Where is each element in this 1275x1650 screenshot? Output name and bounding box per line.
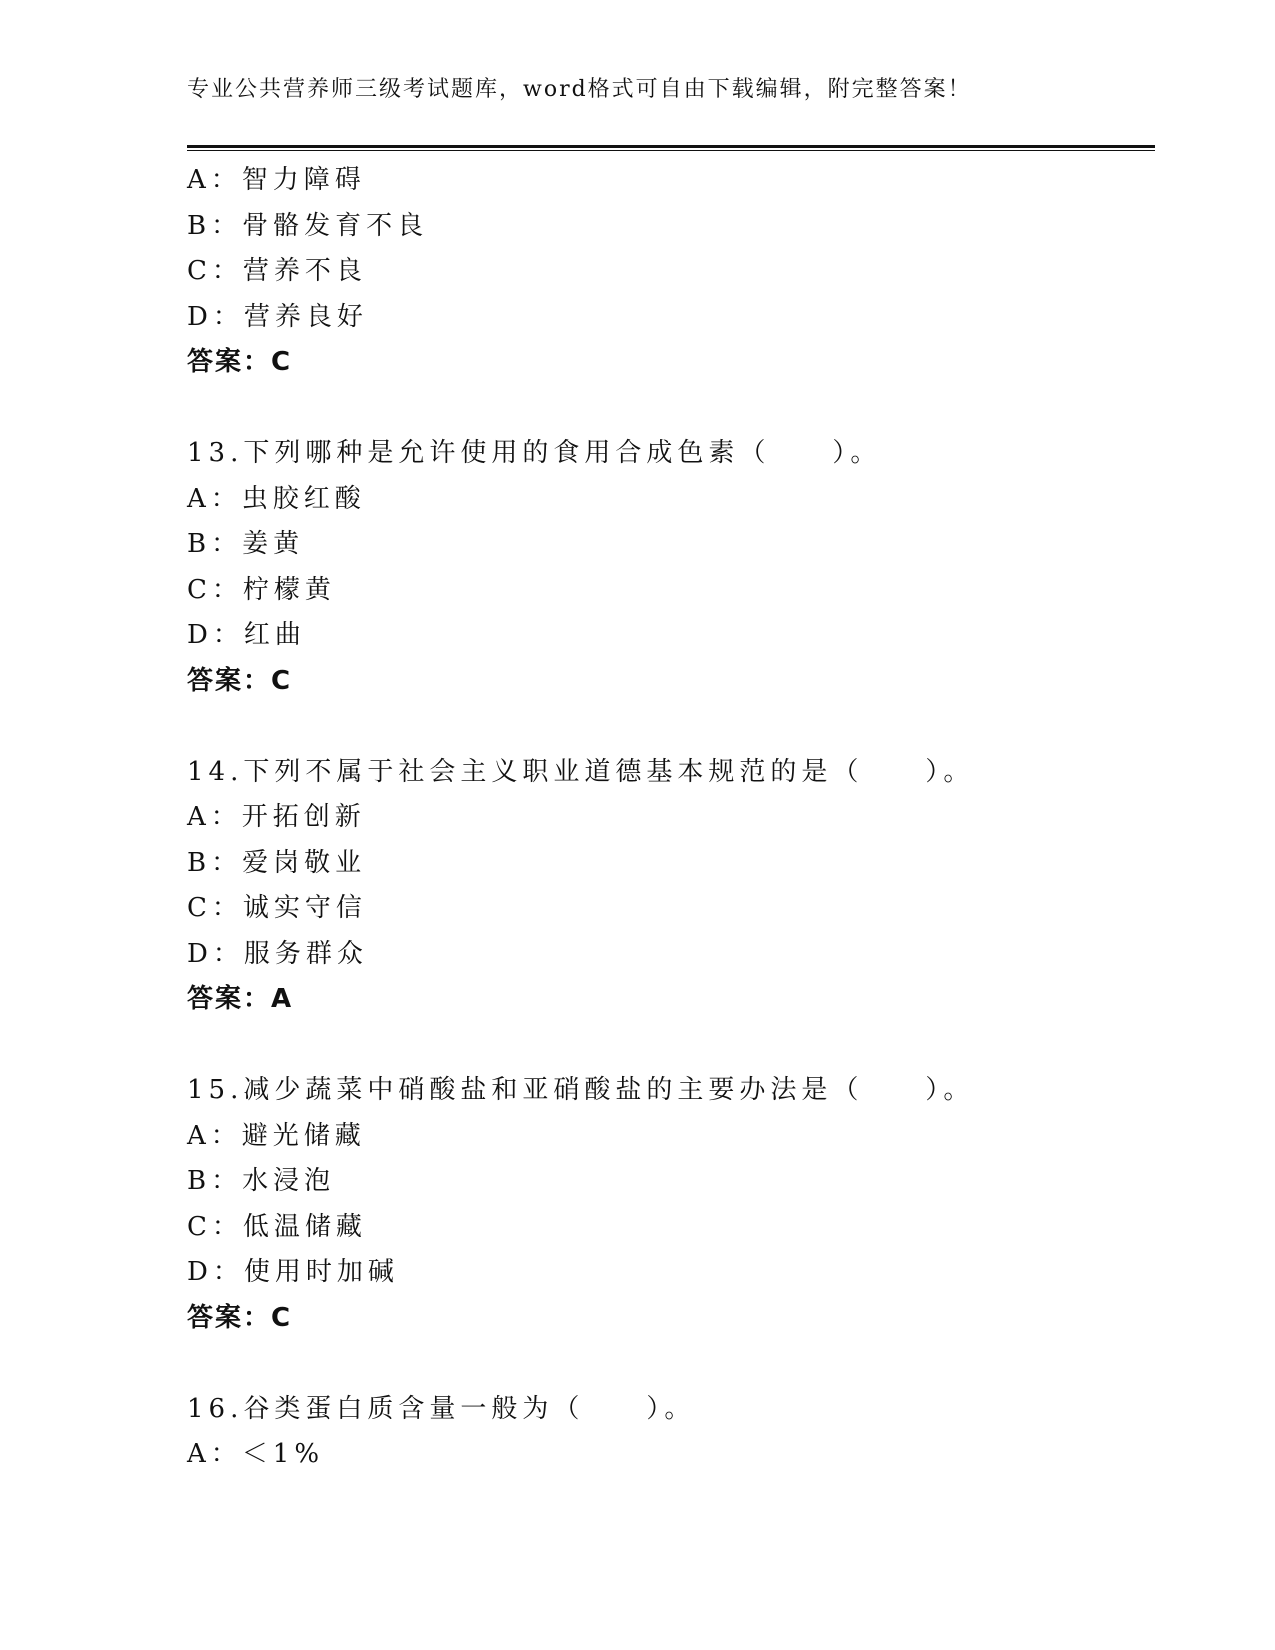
answer: 答案：C xyxy=(187,665,293,696)
question-stem: 13.下列哪种是允许使用的食用合成色素（ ）。 xyxy=(187,438,882,468)
answer: 答案：C xyxy=(187,347,293,377)
option-a: A：开拓创新 xyxy=(187,802,366,832)
option-c: C：柠檬黄 xyxy=(187,574,336,605)
option-b: B：爱岗敬业 xyxy=(187,847,367,878)
question-16 xyxy=(187,1387,1155,1478)
option-a: A：避光储藏 xyxy=(187,1120,366,1151)
answer: 答案：A xyxy=(187,984,294,1014)
header-divider xyxy=(187,145,1155,151)
question-stem: 15.减少蔬菜中硝酸盐和亚硝酸盐的主要办法是（ ）。 xyxy=(187,1075,975,1105)
question-stem: 16.谷类蛋白质含量一般为（ ）。 xyxy=(187,1393,696,1424)
question-list xyxy=(187,158,1155,1478)
option-d: D：营养良好 xyxy=(187,301,368,332)
option-c: C：营养不良 xyxy=(187,256,367,286)
option-c: C：诚实守信 xyxy=(187,893,367,923)
option-d: D：红曲 xyxy=(187,620,306,650)
option-b: B：骨骼发育不良 xyxy=(187,210,429,241)
page-header: 专业公共营养师三级考试题库，word格式可自由下载编辑，附完整答案！ xyxy=(187,77,972,102)
option-b: B：姜黄 xyxy=(187,529,305,559)
option-c: C：低温储藏 xyxy=(187,1211,367,1242)
option-a: A：智力障碍 xyxy=(187,165,366,195)
question-stem: 14.下列不属于社会主义职业道德基本规范的是（ ）。 xyxy=(187,756,975,787)
option-a: A：＜1% xyxy=(187,1439,325,1469)
option-d: D：使用时加碱 xyxy=(187,1257,399,1287)
question-fragment xyxy=(187,158,1155,386)
question-14 xyxy=(187,750,1155,1023)
answer: 答案：C xyxy=(187,1302,293,1333)
question-13 xyxy=(187,431,1155,704)
option-d: D：服务群众 xyxy=(187,938,368,969)
option-b: B：水浸泡 xyxy=(187,1166,336,1196)
option-a: A：虫胶红酸 xyxy=(187,483,366,514)
question-15 xyxy=(187,1068,1155,1341)
